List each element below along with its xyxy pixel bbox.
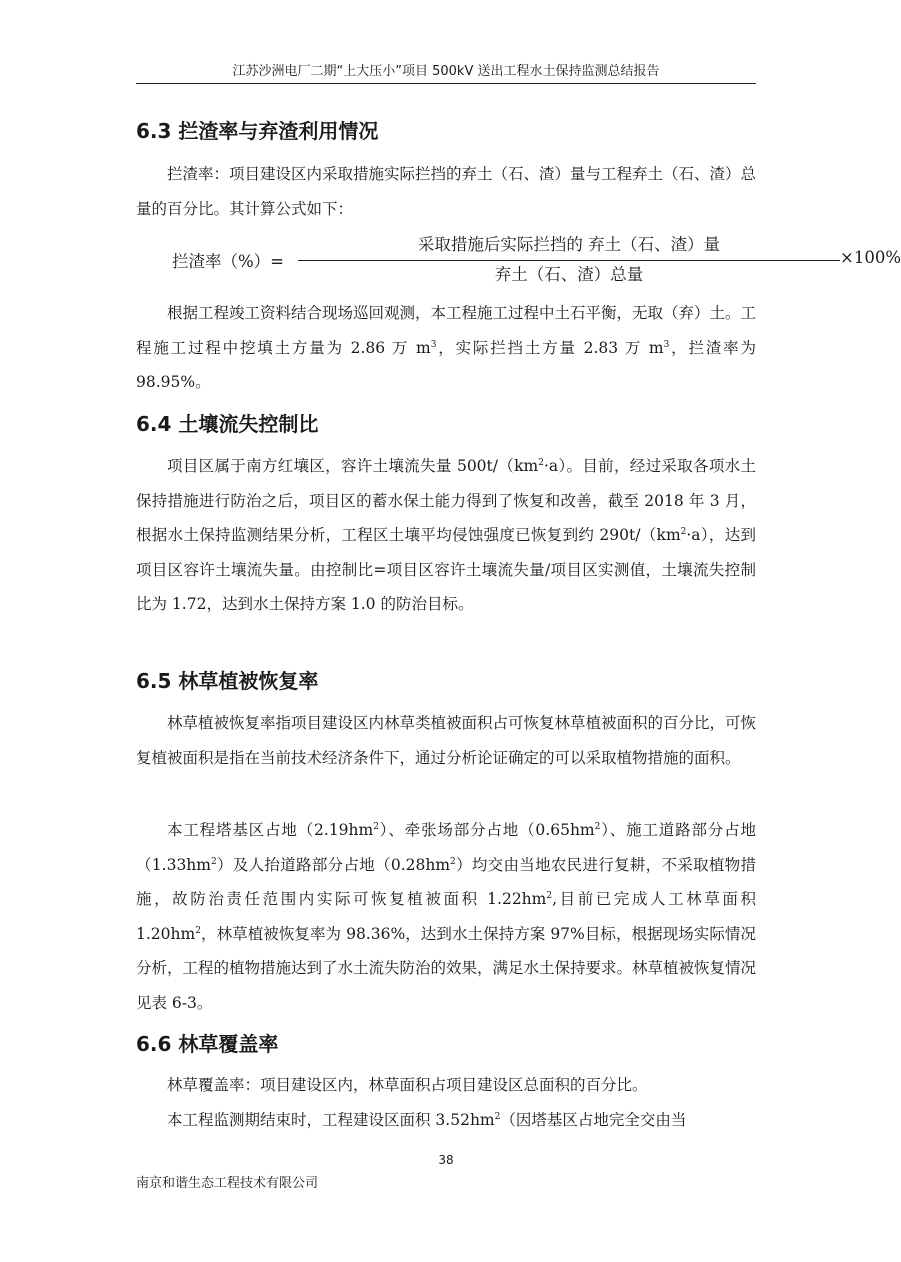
slag-rate-formula xyxy=(172,232,901,292)
paragraph-slag-rate-definition: 拦渣率：项目建设区内采取措施实际拦挡的弃土（石、渣）量与工程弃土（石、渣）总量的百分比。其计算公式如下： xyxy=(136,165,757,218)
superscript: 2 xyxy=(195,925,201,936)
paragraph-vegetation-coverage-result xyxy=(136,1103,756,1138)
superscript: 2 xyxy=(680,526,687,537)
section-heading-6-6: 6.6 林草覆盖率 xyxy=(136,1032,279,1056)
formula-lhs: 拦渣率（%）= xyxy=(172,252,285,271)
formula-fraction xyxy=(298,232,840,287)
formula-numerator: 采取措施后实际拦挡的 弃土（石、渣）量 xyxy=(417,235,721,254)
text-segment: （因塔基区占地完全交由当 xyxy=(500,1111,687,1129)
text-segment: ·a）。目前，经过采取各项水土保持措施进行防治之后，项目区的蓄水保土能力得到了恢复和改善，截至 2018 年 3 月，根据水土保持监测结果分析，工程区土壤平均侵蚀强度已恢复到约 290t/（km xyxy=(136,457,756,544)
formula-rhs: ×100% xyxy=(840,248,901,267)
footer-company: 南京和谐生态工程技术有限公司 xyxy=(136,1176,319,1191)
text-segment: ，实际拦挡土方量 2.83 万 m xyxy=(436,338,664,357)
text-segment: ,目前已完成人工林草面积 1.20hm xyxy=(136,890,756,943)
running-header: 江苏沙洲电厂二期“上大压小”项目 500kV 送出工程水土保持监测总结报告 xyxy=(232,64,660,79)
superscript: 2 xyxy=(450,856,456,867)
paragraph-vegetation-recovery-result xyxy=(136,813,756,1020)
superscript: 2 xyxy=(211,856,217,867)
page-number: 38 xyxy=(438,1153,454,1167)
superscript: 2 xyxy=(538,457,544,468)
text-segment: 项目区属于南方红壤区，容许土壤流失量 500t/（km xyxy=(167,457,539,475)
paragraph-vegetation-coverage-definition: 林草覆盖率：项目建设区内，林草面积占项目建设区总面积的百分比。 xyxy=(167,1076,648,1094)
text-segment: ，拦渣率为 98.95%。 xyxy=(136,338,756,391)
paragraph-vegetation-recovery-definition: 林草植被恢复率指项目建设区内林草类植被面积占可恢复林草植被面积的百分比，可恢复植被面积是指在当前技术经济条件下，通过分析论证确定的可以采取植物措施的面积。 xyxy=(136,714,757,767)
text-segment: 根据工程竣工资料结合现场巡回观测，本工程施工过程中土石平衡，无取（弃）土。工程施工过程中挖填土方量为 2.86 万 m xyxy=(136,304,757,357)
superscript: 2 xyxy=(546,890,553,901)
text-segment: ·a），达到项目区容许土壤流失量。由控制比=项目区容许土壤流失量/项目区实测值，土壤流失控制比为 1.72，达到水土保持方案 1.0 的防治目标。 xyxy=(136,526,756,613)
superscript: 3 xyxy=(663,339,670,350)
superscript: 2 xyxy=(373,821,379,832)
superscript: 2 xyxy=(494,1111,501,1122)
section-heading-6-5: 6.5 林草植被恢复率 xyxy=(136,669,319,693)
text-segment: ）、牵张场部分占地（0.65hm xyxy=(378,821,595,839)
paragraph-slag-rate-result xyxy=(136,296,756,400)
formula-denominator: 弃土（石、渣）总量 xyxy=(494,265,644,284)
text-segment: ）均交由当地农民进行复耕，不采取植物措施，故防治责任范围内实际可恢复植被面积 1.22hm xyxy=(136,855,756,908)
text-segment: 本工程塔基区占地（2.19hm xyxy=(167,821,374,839)
text-segment: ）及人抬道路部分占地（0.28hm xyxy=(216,855,451,874)
superscript: 3 xyxy=(430,339,437,350)
text-segment: ）、施工道路部分占地（1.33hm xyxy=(136,821,756,874)
section-heading-6-4: 6.4 土壤流失控制比 xyxy=(136,412,319,436)
paragraph-soil-loss-control xyxy=(136,449,756,622)
text-segment: 本工程监测期结束时，工程建设区面积 3.52hm xyxy=(167,1111,495,1129)
header-rule xyxy=(136,83,756,84)
section-heading-6-3: 6.3 拦渣率与弃渣利用情况 xyxy=(136,119,379,143)
superscript: 2 xyxy=(594,821,601,832)
text-segment: ，林草植被恢复率为 98.36%，达到水土保持方案 97%目标，根据现场实际情况分析，工程的植物措施达到了水土流失防治的效果，满足水土保持要求。林草植被恢复情况见表 6-3。 xyxy=(136,924,757,1012)
